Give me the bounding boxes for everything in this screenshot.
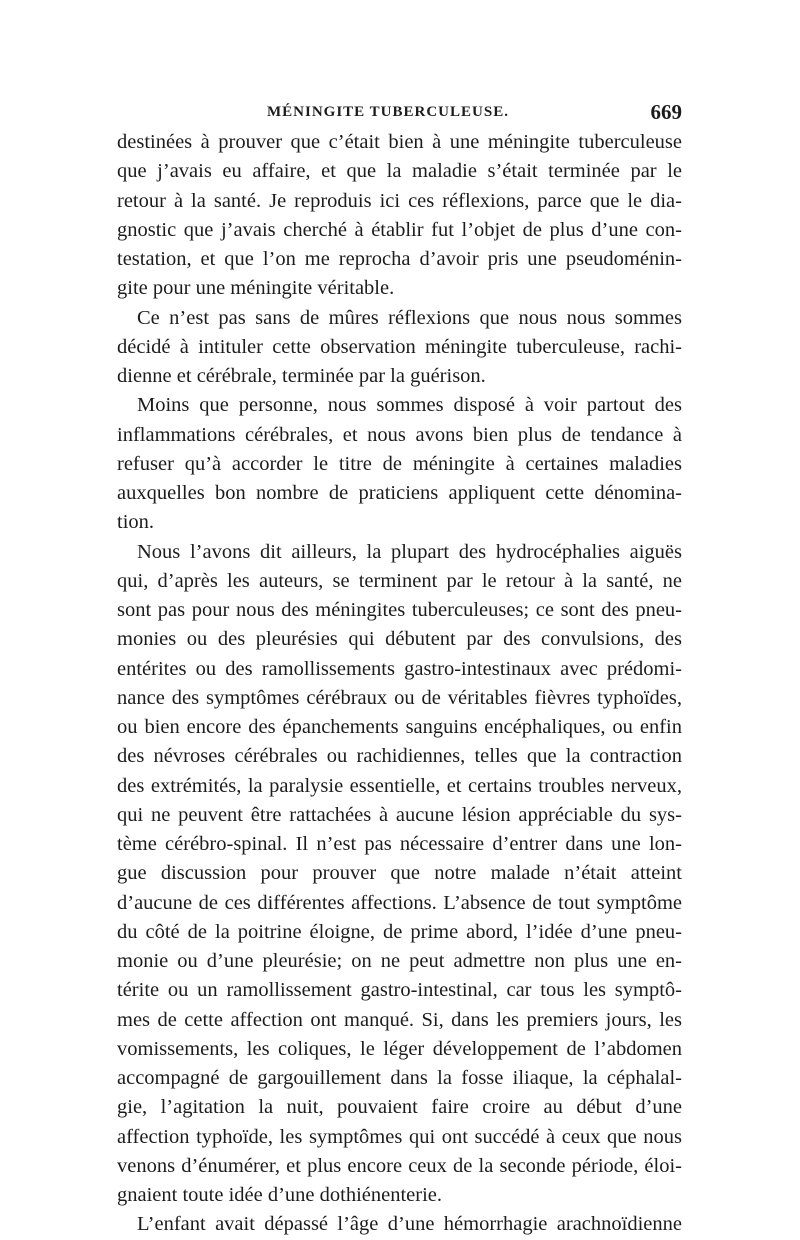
text-line: qui ne peuvent être rattachées à aucune lésion appréciable du sys-	[117, 803, 682, 826]
text-line: vomissements, les coliques, le léger développement de l’abdomen	[117, 1037, 682, 1060]
text-line: venons d’énumérer, et plus encore ceux de la seconde période, éloi-	[117, 1154, 682, 1177]
page-number: 669	[650, 100, 682, 124]
text-line: Moins que personne, nous sommes disposé à voir partout des	[137, 394, 682, 417]
text-line: tion.	[117, 511, 155, 534]
text-line: L’enfant avait dépassé l’âge d’une hémorrhagie arachnoïdienne	[137, 1213, 682, 1236]
text-line: des extrémités, la paralysie essentielle, et certains troubles nerveux,	[117, 774, 682, 797]
text-line: tème cérébro-spinal. Il n’est pas nécessaire d’entrer dans une lon-	[117, 833, 682, 855]
text-line: du côté de la poitrine éloigne, de prime abord, l’idée d’une pneu-	[117, 920, 682, 943]
text-line: ou bien encore des épanchements sanguins encéphaliques, ou enfin	[117, 716, 682, 738]
text-line: entérites ou des ramollissements gastro-intestinaux avec prédomi-	[117, 657, 682, 680]
text-line: monies ou des pleurésies qui débutent par des convulsions, des	[117, 628, 682, 651]
text-line: gnostic que j’avais cherché à établir fut l’objet de plus d’une con-	[117, 218, 682, 241]
text-line: Nous l’avons dit ailleurs, la plupart des hydrocéphalies aiguës	[137, 540, 682, 563]
text-line: gue discussion pour prouver que notre malade n’était atteint	[117, 862, 682, 885]
text-line: d’aucune de ces différentes affections. L’absence de tout symptôme	[117, 891, 682, 914]
running-title: MÉNINGITE TUBERCULEUSE.	[267, 104, 509, 120]
text-line: décidé à intituler cette observation méningite tuberculeuse, rachi-	[117, 335, 682, 358]
text-line: destinées à prouver que c’était bien à une méningite tuberculeuse	[117, 131, 682, 153]
text-line: affection typhoïde, les symptômes qui ont succédé à ceux que nous	[117, 1125, 682, 1148]
text-line: gie, l’agitation la nuit, pouvaient faire croire au début d’une	[117, 1096, 682, 1119]
text-line: testation, et que l’on me reprocha d’avoir pris une pseudoménin-	[117, 248, 682, 270]
text-line: nance des symptômes cérébraux ou de véritables fièvres typhoïdes,	[117, 686, 682, 709]
text-line: dienne et cérébrale, terminée par la guérison.	[117, 365, 486, 387]
text-line: accompagné de gargouillement dans la fosse iliaque, la céphalal-	[117, 1067, 682, 1089]
text-line: mes de cette affection ont manqué. Si, dans les premiers jours, les	[117, 1008, 682, 1031]
text-line: auxquelles bon nombre de praticiens appliquent cette dénomina-	[117, 482, 682, 504]
text-line: sont pas pour nous des méningites tuberculeuses; ce sont des pneu-	[117, 599, 682, 621]
text-line: gite pour une méningite véritable.	[117, 277, 395, 300]
text-line: monie ou d’une pleurésie; on ne peut admettre non plus une en-	[117, 950, 682, 972]
text-line: des névroses cérébrales ou rachidiennes, telles que la contraction	[117, 745, 682, 768]
text-line: Ce n’est pas sans de mûres réflexions que nous nous sommes	[137, 306, 682, 329]
text-line: retour à la santé. Je reproduis ici ces réflexions, parce que le dia-	[117, 189, 682, 212]
text-line: térite ou un ramollissement gastro-intestinal, car tous les symptô-	[117, 979, 682, 1002]
text-line: gnaient toute idée d’une dothiénenterie.	[117, 1184, 443, 1206]
text-line: refuser qu’à accorder le titre de méningite à certaines maladies	[117, 452, 682, 475]
running-head	[117, 100, 682, 130]
body-text	[117, 128, 682, 1240]
text-line: que j’avais eu affaire, et que la maladie s’était terminée par le	[117, 160, 682, 183]
text-line: inflammations cérébrales, et nous avons bien plus de tendance à	[117, 423, 682, 446]
text-line: qui, d’après les auteurs, se terminent par le retour à la santé, ne	[117, 569, 682, 592]
